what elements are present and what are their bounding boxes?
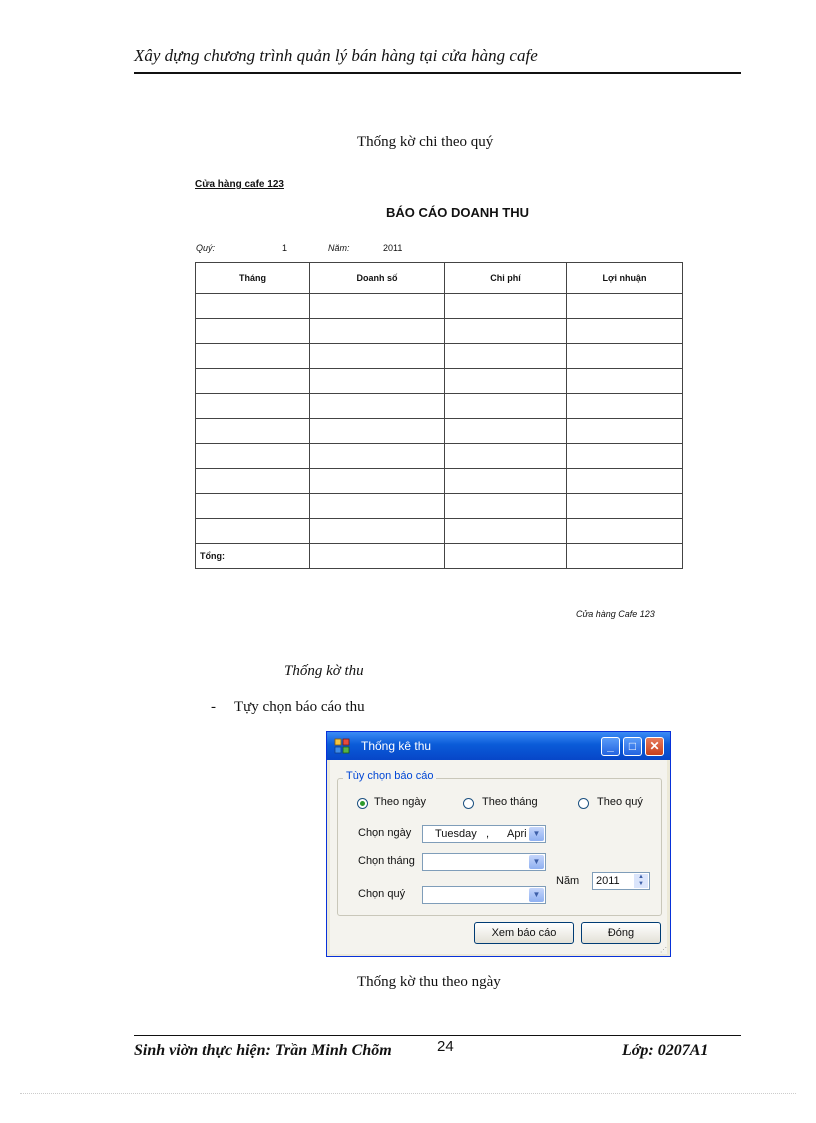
table-row	[196, 344, 683, 369]
chevron-down-icon[interactable]: ▼	[529, 827, 544, 841]
view-report-button[interactable]: Xem báo cáo	[474, 922, 574, 944]
radio-by-quarter-label[interactable]: Theo quý	[597, 796, 643, 808]
dialog-title: Thống kê thu	[361, 739, 432, 753]
report-caption: Thống kờ chi theo quý	[357, 134, 494, 150]
report-footer: Cửa hàng Cafe 123	[576, 609, 655, 619]
revenue-report-table	[195, 262, 683, 569]
column-header-profit: Lợi nhuận	[567, 263, 683, 294]
radio-by-month-label[interactable]: Theo tháng	[482, 796, 538, 808]
radio-by-day-label[interactable]: Theo ngày	[374, 796, 426, 808]
column-header-revenue: Doanh số	[310, 263, 445, 294]
report-title: BÁO CÁO DOANH THU	[386, 205, 529, 220]
radio-selected-dot	[360, 801, 365, 806]
page-number: 24	[437, 1038, 454, 1055]
month-select[interactable]	[422, 853, 546, 871]
bullet-dash: -	[211, 699, 216, 715]
quarter-select[interactable]	[422, 886, 546, 904]
year-value: 2011	[383, 243, 403, 253]
resize-grip-icon[interactable]: ⋰	[660, 947, 667, 954]
report-shop-name: Cửa hàng cafe 123	[195, 179, 284, 190]
date-separator: ,	[486, 828, 490, 840]
report-options-legend: Tùy chọn báo cáo	[343, 770, 436, 782]
chevron-down-icon[interactable]: ▼	[529, 855, 544, 869]
footer-rule	[134, 1035, 741, 1036]
date-weekday: Tuesday	[435, 828, 477, 840]
column-header-cost: Chi phí	[445, 263, 567, 294]
table-row	[196, 444, 683, 469]
table-row	[196, 294, 683, 319]
year-spinner[interactable]	[592, 872, 650, 890]
dialog-caption: Thống kờ thu theo ngày	[357, 974, 501, 990]
footer-class: Lớp: 0207A1	[622, 1042, 709, 1059]
table-row	[196, 469, 683, 494]
radio-by-quarter[interactable]	[578, 798, 589, 809]
close-icon: ✕	[649, 739, 660, 753]
choose-quarter-label: Chọn quý	[358, 888, 406, 900]
table-total-row	[196, 544, 683, 569]
year-label: Năm:	[328, 243, 350, 253]
year-input-label: Năm	[556, 875, 580, 887]
section-heading: Thống kờ thu	[284, 663, 364, 679]
minimize-button[interactable]	[601, 737, 620, 756]
year-spinner-value: 2011	[596, 875, 620, 887]
table-header-row	[196, 263, 683, 294]
maximize-button[interactable]	[623, 737, 642, 756]
table-row	[196, 419, 683, 444]
table-row	[196, 319, 683, 344]
date-picker[interactable]	[422, 825, 546, 843]
dialog-titlebar[interactable]	[327, 732, 670, 760]
table-row	[196, 494, 683, 519]
bullet-text: Tựy chọn báo cáo thu	[234, 699, 365, 715]
spin-up-icon[interactable]: ▲	[634, 874, 648, 881]
footer-student: Sinh viờn thực hiện: Trần Minh Chõm	[134, 1042, 392, 1059]
quarter-label: Quý:	[196, 243, 216, 253]
bottom-dotted-rule	[20, 1093, 796, 1094]
spin-down-icon[interactable]: ▼	[634, 881, 648, 888]
table-row	[196, 519, 683, 544]
radio-by-day[interactable]	[357, 798, 368, 809]
minimize-icon: _	[607, 739, 614, 753]
table-row	[196, 369, 683, 394]
total-label: Tổng:	[196, 544, 310, 569]
close-button[interactable]: Đóng	[581, 922, 661, 944]
table-body	[196, 294, 683, 569]
chevron-down-icon[interactable]: ▼	[529, 888, 544, 902]
header-rule	[134, 72, 741, 74]
page-header-title: Xây dựng chương trình quản lý bán hàng tại cửa hàng cafe	[134, 46, 538, 65]
date-month: Apri	[507, 828, 527, 840]
income-statistics-dialog	[326, 731, 671, 957]
table-row	[196, 394, 683, 419]
choose-day-label: Chọn ngày	[358, 827, 412, 839]
column-header-month: Tháng	[196, 263, 310, 294]
choose-month-label: Chọn tháng	[358, 855, 415, 867]
quarter-value: 1	[282, 243, 288, 253]
app-icon	[334, 738, 350, 754]
close-window-button[interactable]	[645, 737, 664, 756]
maximize-icon: □	[628, 739, 637, 753]
radio-by-month[interactable]	[463, 798, 474, 809]
